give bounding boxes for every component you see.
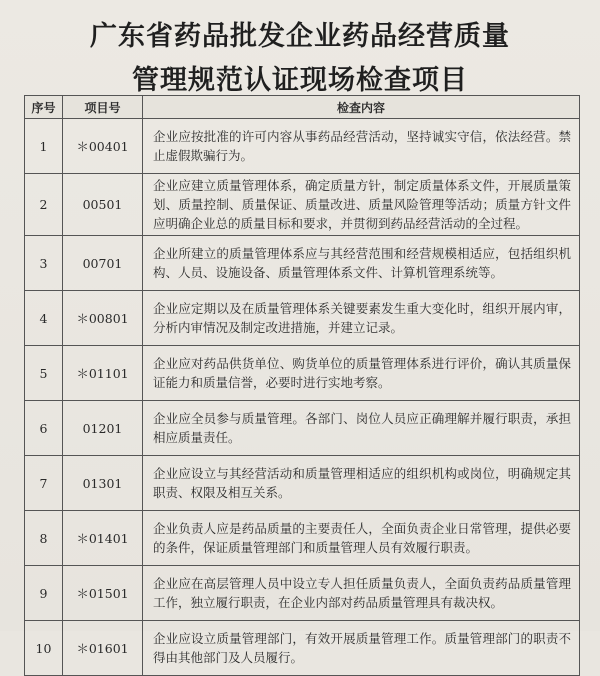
row-content: 企业应对药品供货单位、购货单位的质量管理体系进行评价，确认其质量保证能力和质量信誉，必要时进行实地考察。 [143,346,580,401]
row-code: ＊01401 [63,511,143,566]
table-row [25,511,580,566]
row-code: 01201 [63,401,143,456]
row-content: 企业应全员参与质量管理。各部门、岗位人员应正确理解并履行职责，承担相应质量责任。 [143,401,580,456]
row-content: 企业所建立的质量管理体系应与其经营范围和经营规模相适应，包括组织机构、人员、设施设备、质量管理体系文件、计算机管理系统等。 [143,236,580,291]
row-seq: 8 [25,511,63,566]
row-content: 企业应建立质量管理体系，确定质量方针，制定质量体系文件，开展质量策划、质量控制、质量保证、质量改进、质量风险管理等活动；质量方针文件应明确企业总的质量目标和要求，并贯彻到药品经营活动的全过程。 [143,174,580,236]
table-row [25,346,580,401]
row-content: 企业应按批准的许可内容从事药品经营活动，坚持诚实守信，依法经营。禁止虚假欺骗行为。 [143,119,580,174]
table-row [25,119,580,174]
row-code: 00501 [63,174,143,236]
row-code: ＊00401 [63,119,143,174]
row-content: 企业应设立与其经营活动和质量管理相适应的组织机构或岗位，明确规定其职责、权限及相互关系。 [143,456,580,511]
row-content: 企业应在高层管理人员中设立专人担任质量负责人，全面负责药品质量管理工作，独立履行职责，在企业内部对药品质量管理具有裁决权。 [143,566,580,621]
row-seq: 9 [25,566,63,621]
row-seq: 5 [25,346,63,401]
row-code: ＊00801 [63,291,143,346]
document-title-line-2: 管理规范认证现场检查项目 [132,65,468,96]
table-row [25,456,580,511]
row-code: ＊01101 [63,346,143,401]
row-code: ＊01501 [63,566,143,621]
row-code: ＊01601 [63,621,143,676]
row-content: 企业应设立质量管理部门，有效开展质量管理工作。质量管理部门的职责不得由其他部门及人员履行。 [143,621,580,676]
row-seq: 2 [25,174,63,236]
row-seq: 6 [25,401,63,456]
table-row [25,291,580,346]
header-code: 项目号 [63,96,143,119]
table-header-row [25,96,580,119]
table-row [25,174,580,236]
table-row [25,236,580,291]
row-seq: 7 [25,456,63,511]
row-seq: 10 [25,621,63,676]
header-content: 检查内容 [143,96,580,119]
header-seq: 序号 [25,96,63,119]
row-seq: 3 [25,236,63,291]
inspection-items-table [24,95,580,676]
row-code: 01301 [63,456,143,511]
row-content: 企业应定期以及在质量管理体系关键要素发生重大变化时，组织开展内审，分析内审情况及制定改进措施，并建立记录。 [143,291,580,346]
table-row [25,401,580,456]
row-seq: 4 [25,291,63,346]
row-code: 00701 [63,236,143,291]
row-seq: 1 [25,119,63,174]
table-row [25,566,580,621]
row-content: 企业负责人应是药品质量的主要责任人，全面负责企业日常管理，提供必要的条件，保证质量管理部门和质量管理人员有效履行职责。 [143,511,580,566]
table-row [25,621,580,676]
document-title-line-1: 广东省药品批发企业药品经营质量 [90,21,510,52]
